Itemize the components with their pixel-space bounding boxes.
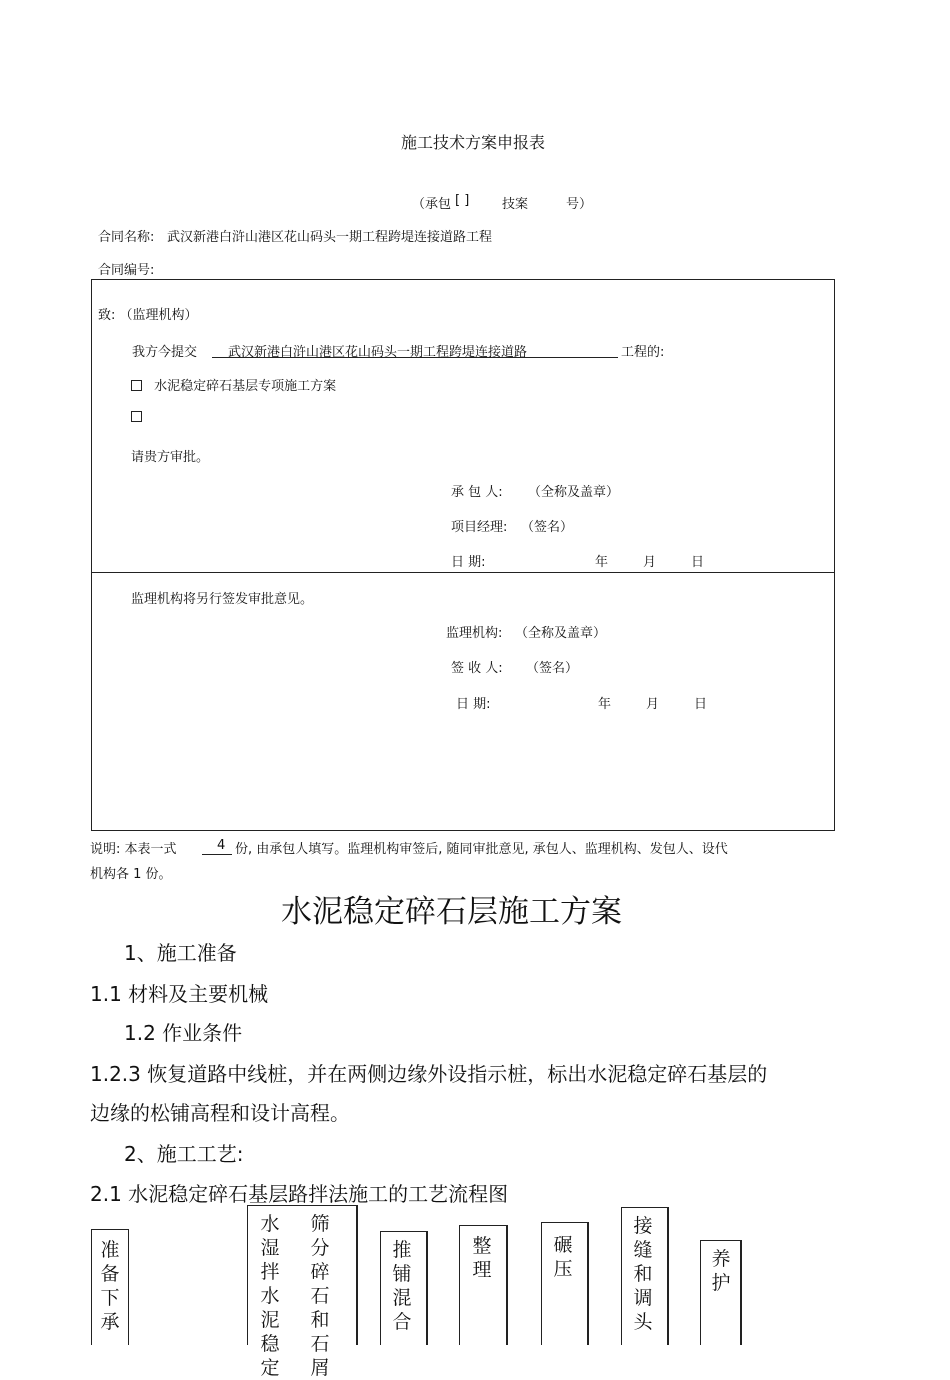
submit-suffix: 工程的: <box>621 345 665 360</box>
note-copies-underline <box>202 854 232 855</box>
to-line: 致: （监理机构） <box>98 308 198 323</box>
note-copies: 4 <box>217 838 226 853</box>
contract-name-label: 合同名称: <box>98 230 155 245</box>
date-label-2: 日 期: <box>456 697 491 712</box>
section-2: 2、施工工艺: <box>124 1142 244 1166</box>
contractor-label: 承 包 人: <box>451 485 503 500</box>
day-1: 日 <box>691 555 705 570</box>
note-line2: 机构各 1 份。 <box>90 867 172 882</box>
contractor-value: （全称及盖章） <box>528 485 620 500</box>
manager-label: 项目经理: <box>451 520 508 535</box>
flow-box-3 <box>380 1231 428 1345</box>
doc-title: 水泥稳定碎石层施工方案 <box>281 894 622 930</box>
ref-mid: 技案 <box>502 197 529 212</box>
option1-checkbox[interactable] <box>131 380 142 391</box>
note-prefix: 说明: 本表一式 <box>90 842 177 857</box>
month-2: 月 <box>646 697 660 712</box>
flow-box-7-text: 养护 <box>711 1248 731 1294</box>
supervision-value: （全称及盖章） <box>515 626 607 641</box>
flow-box-5-text: 碾压 <box>553 1234 573 1280</box>
contract-name-value: 武汉新港白浒山港区花山码头一期工程跨堤连接道路工程 <box>167 230 493 245</box>
receiver-value: （签名） <box>526 661 579 676</box>
note-suffix: 份, 由承包人填写。监理机构审签后, 随同审批意见, 承包人、监理机构、发包人、设代 <box>235 842 728 857</box>
flow-box-5 <box>541 1222 589 1345</box>
ref-open: （承包 <box>412 197 452 212</box>
day-2: 日 <box>694 697 708 712</box>
flow-box-1-text: 准备下承 <box>100 1239 120 1333</box>
flow-box-1 <box>91 1229 129 1345</box>
section-1-1: 1.1 材料及主要机械 <box>90 982 269 1006</box>
submit-value: 武汉新港白浒山港区花山码头一期工程跨堤连接道路 <box>228 345 528 360</box>
request-text: 请贵方审批。 <box>131 450 210 465</box>
flow-box-6 <box>621 1207 669 1345</box>
option1-label: 水泥稳定碎石基层专项施工方案 <box>154 379 337 394</box>
receiver-label: 签 收 人: <box>451 661 503 676</box>
flow-box-2 <box>247 1205 358 1379</box>
section-2-1: 2.1 水泥稳定碎石基层路拌法施工的工艺流程图 <box>90 1182 509 1206</box>
flow-box-4 <box>459 1225 508 1345</box>
submit-prefix: 我方今提交 <box>132 345 198 360</box>
option1-row <box>131 375 336 394</box>
flow-box-2-text-b: 筛分碎石和石屑 <box>310 1213 330 1379</box>
year-1: 年 <box>595 555 609 570</box>
flow-box-3-text: 推铺混合 <box>392 1239 412 1333</box>
form-divider <box>91 572 835 573</box>
ref-end: 号） <box>566 197 593 212</box>
flow-box-2-text-a: 水湿拌水泥稳定 <box>260 1213 280 1379</box>
section-1: 1、施工准备 <box>124 941 237 965</box>
manager-value: （签名） <box>521 520 574 535</box>
paragraph-1-2-3-line1: 1.2.3 恢复道路中线桩，并在两侧边缘外设指示桩，标出水泥稳定碎石基层的 <box>90 1062 768 1086</box>
flow-box-7 <box>700 1240 742 1345</box>
form-title: 施工技术方案申报表 <box>401 133 546 152</box>
date-label-1: 日 期: <box>451 555 486 570</box>
ref-bracket: [ ] <box>455 193 470 208</box>
flow-box-6-text: 接缝和调头 <box>633 1215 653 1333</box>
month-1: 月 <box>643 555 657 570</box>
supervision-label: 监理机构: <box>446 626 503 641</box>
contract-no-label: 合同编号: <box>98 263 155 278</box>
option2-row <box>131 410 142 425</box>
supervision-note: 监理机构将另行签发审批意见。 <box>131 592 314 607</box>
paragraph-1-2-3-line2: 边缘的松铺高程和设计高程。 <box>90 1101 350 1125</box>
flow-box-4-text: 整理 <box>472 1235 492 1281</box>
option2-checkbox[interactable] <box>131 411 142 422</box>
section-1-2: 1.2 作业条件 <box>124 1021 243 1045</box>
submit-underline <box>212 357 618 358</box>
year-2: 年 <box>598 697 612 712</box>
